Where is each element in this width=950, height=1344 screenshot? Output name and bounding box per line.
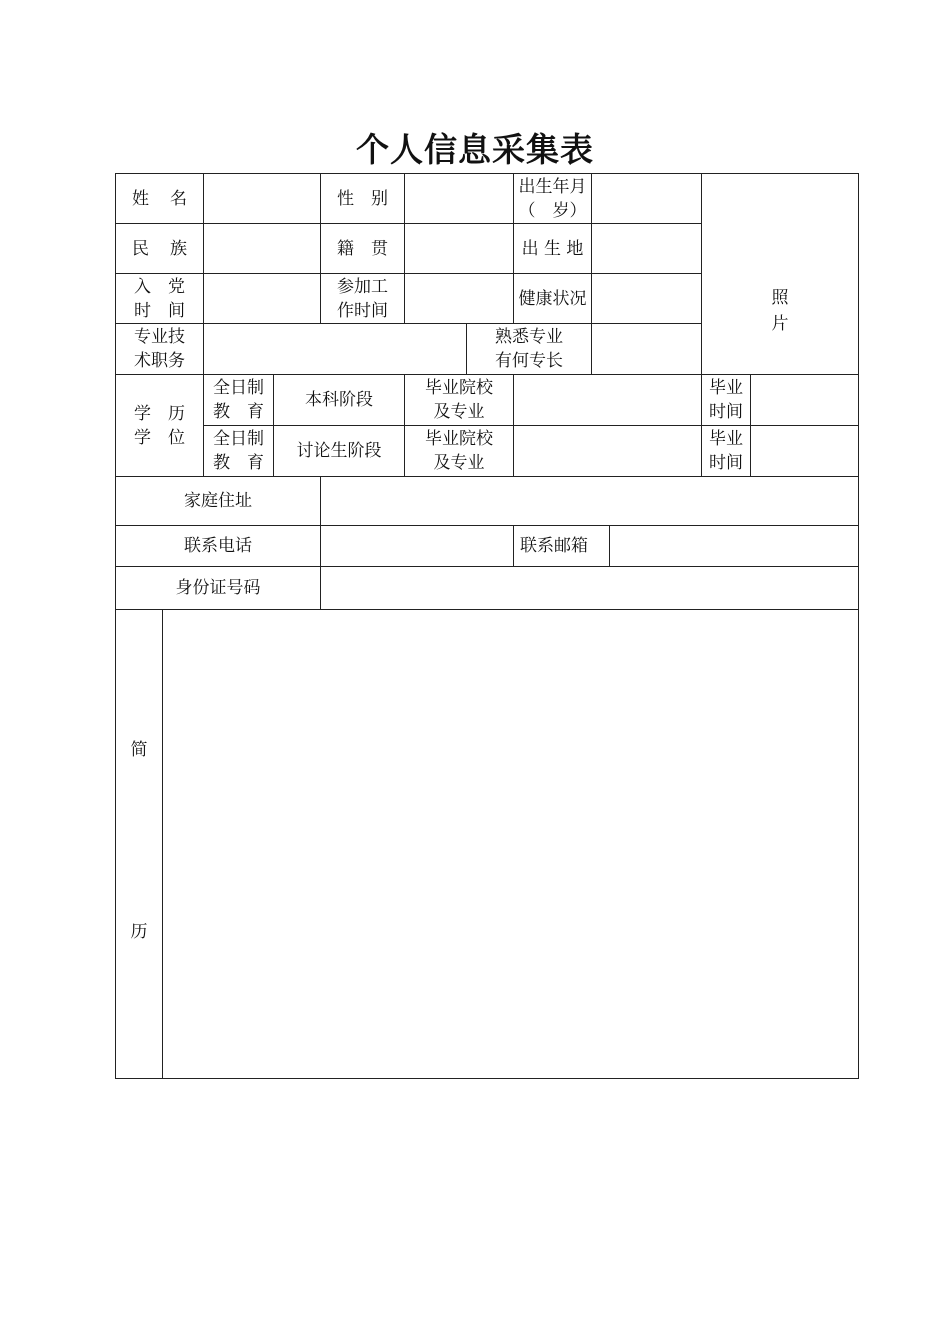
birth-date-label: 出生年月 （ 岁）	[514, 174, 592, 224]
work-start-date-field[interactable]	[405, 274, 514, 324]
native-place-label: 籍 贯	[321, 224, 405, 274]
id-number-label: 身份证号码	[116, 567, 321, 610]
tech-title-field[interactable]	[204, 324, 467, 375]
info-form-table	[115, 173, 859, 1079]
grad-grad-time-field[interactable]	[751, 426, 859, 477]
phone-field[interactable]	[321, 526, 514, 567]
email-label: 联系邮箱	[514, 526, 610, 567]
grad-stage-label: 讨论生阶段	[274, 426, 405, 477]
undergrad-stage-label: 本科阶段	[274, 375, 405, 426]
name-field[interactable]	[204, 174, 321, 224]
party-join-date-field[interactable]	[204, 274, 321, 324]
birthplace-field[interactable]	[592, 224, 702, 274]
party-join-date-label: 入 党 时 间	[116, 274, 204, 324]
grad-school-label: 毕业院校 及专业	[405, 426, 514, 477]
undergrad-school-label: 毕业院校 及专业	[405, 375, 514, 426]
fulltime-education-label: 全日制 教 育	[204, 375, 274, 426]
page-title: 个人信息采集表	[356, 130, 594, 169]
undergrad-grad-time-label: 毕业 时间	[702, 375, 751, 426]
undergrad-school-field[interactable]	[514, 375, 702, 426]
photo-box[interactable]: 照 片	[702, 174, 859, 375]
birth-date-field[interactable]	[592, 174, 702, 224]
email-field[interactable]	[610, 526, 859, 567]
id-number-field[interactable]	[321, 567, 859, 610]
work-start-date-label: 参加工 作时间	[321, 274, 405, 324]
expertise-field[interactable]	[592, 324, 702, 375]
birthplace-label: 出 生 地	[514, 224, 592, 274]
health-label: 健康状况	[514, 274, 592, 324]
gender-label: 性 别	[321, 174, 405, 224]
health-field[interactable]	[592, 274, 702, 324]
ethnicity-field[interactable]	[204, 224, 321, 274]
expertise-label: 熟悉专业 有何专长	[467, 324, 592, 375]
grad-school-field[interactable]	[514, 426, 702, 477]
name-label: 姓 名	[116, 174, 204, 224]
home-address-label: 家庭住址	[116, 477, 321, 526]
tech-title-label: 专业技 术职务	[116, 324, 204, 375]
ethnicity-label: 民 族	[116, 224, 204, 274]
resume-label: 简 历	[116, 610, 163, 1079]
home-address-field[interactable]	[321, 477, 859, 526]
resume-field[interactable]	[163, 610, 859, 1079]
education-degree-label: 学 历 学 位	[116, 375, 204, 477]
gender-field[interactable]	[405, 174, 514, 224]
grad-grad-time-label: 毕业 时间	[702, 426, 751, 477]
undergrad-grad-time-field[interactable]	[751, 375, 859, 426]
fulltime-education-label-2: 全日制 教 育	[204, 426, 274, 477]
phone-label: 联系电话	[116, 526, 321, 567]
native-place-field[interactable]	[405, 224, 514, 274]
